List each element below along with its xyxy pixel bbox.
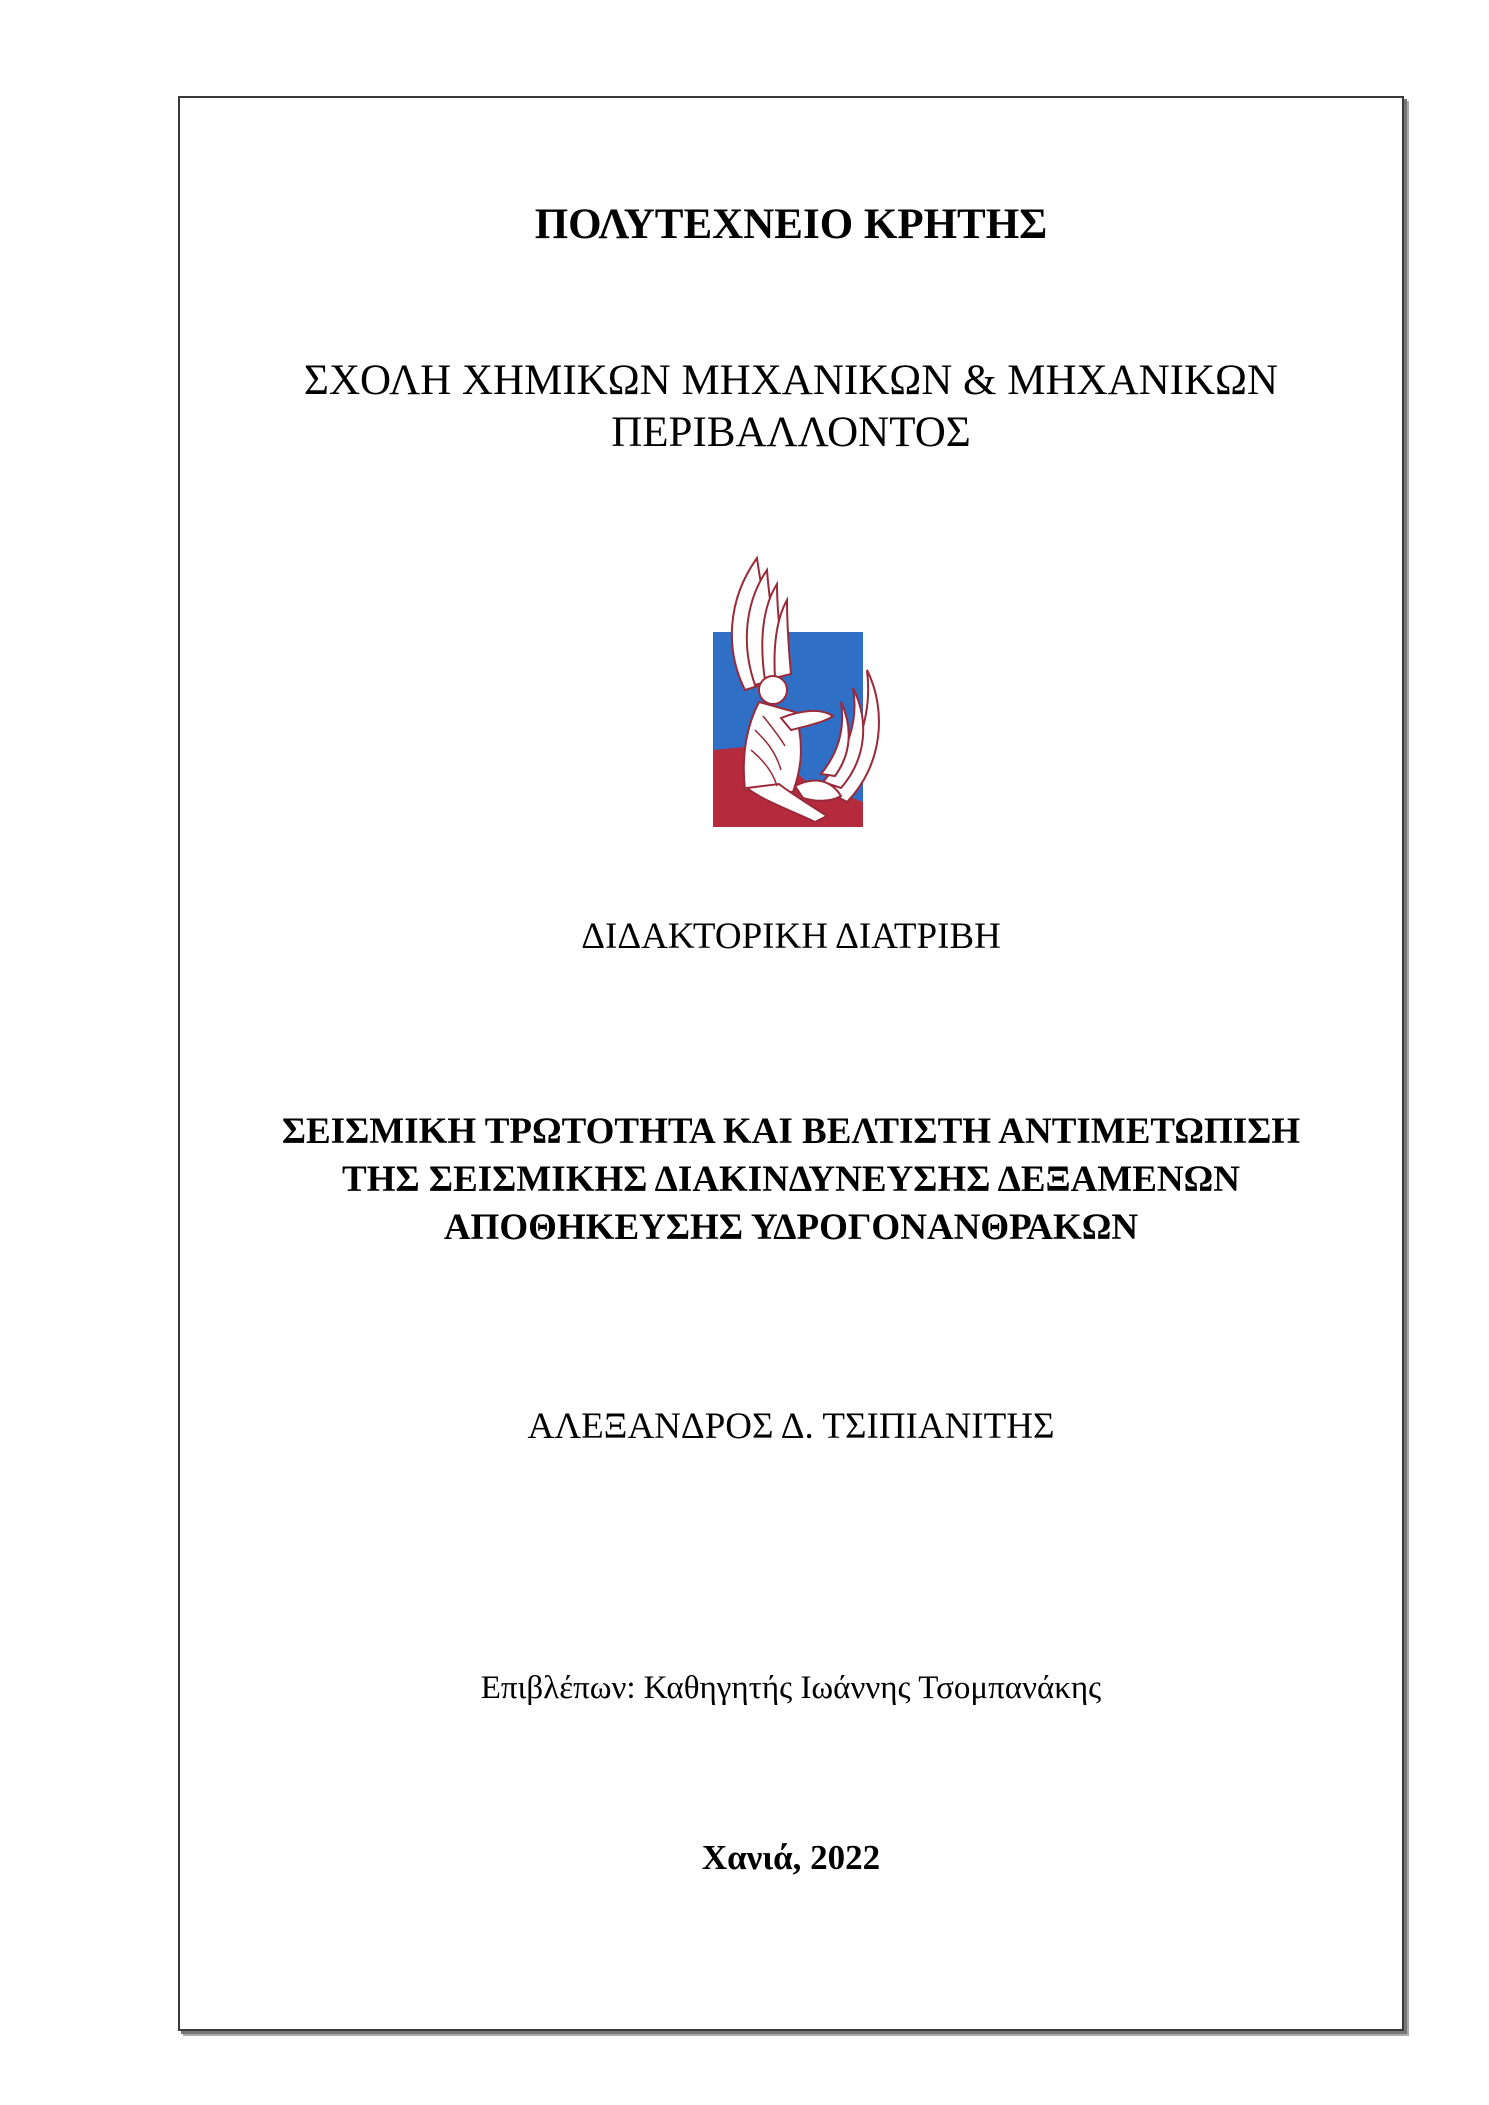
winged-figure-logo-icon <box>655 540 925 840</box>
thesis-title <box>178 1108 1404 1252</box>
university-name: ΠΟΛΥΤΕΧΝΕΙΟ ΚΡΗΤΗΣ <box>534 201 1048 248</box>
school-name-line-2: ΠΕΡΙΒΑΛΛΟΝΤΟΣ <box>611 409 971 456</box>
place-and-year: Χανιά, 2022 <box>701 1838 881 1877</box>
thesis-title-line-3: ΑΠΟΘΗΚΕΥΣΗΣ ΥΔΡΟΓΟΝΑΝΘΡΑΚΩΝ <box>443 1207 1139 1248</box>
author-name: ΑΛΕΞΑΝΔΡΟΣ Δ. ΤΣΙΠΙΑΝΙΤΗΣ <box>527 1406 1055 1447</box>
supervisor-line: Επιβλέπων: Καθηγητής Ιωάννης Τσομπανάκης <box>480 1670 1102 1706</box>
school-name <box>178 355 1404 459</box>
thesis-title-line-1: ΣΕΙΣΜΙΚΗ ΤΡΩΤΟΤΗΤΑ ΚΑΙ ΒΕΛΤΙΣΤΗ ΑΝΤΙΜΕΤΩΠΙΣΗ <box>281 1111 1301 1152</box>
thesis-title-line-2: ΤΗΣ ΣΕΙΣΜΙΚΗΣ ΔΙΑΚΙΝΔΥΝΕΥΣΗΣ ΔΕΞΑΜΕΝΩΝ <box>342 1159 1240 1200</box>
thesis-type: ΔΙΔΑΚΤΟΡΙΚΗ ΔΙΑΤΡΙΒΗ <box>581 916 1001 957</box>
school-name-line-1: ΣΧΟΛΗ ΧΗΜΙΚΩΝ ΜΗΧΑΝΙΚΩΝ & ΜΗΧΑΝΙΚΩΝ <box>303 357 1279 404</box>
